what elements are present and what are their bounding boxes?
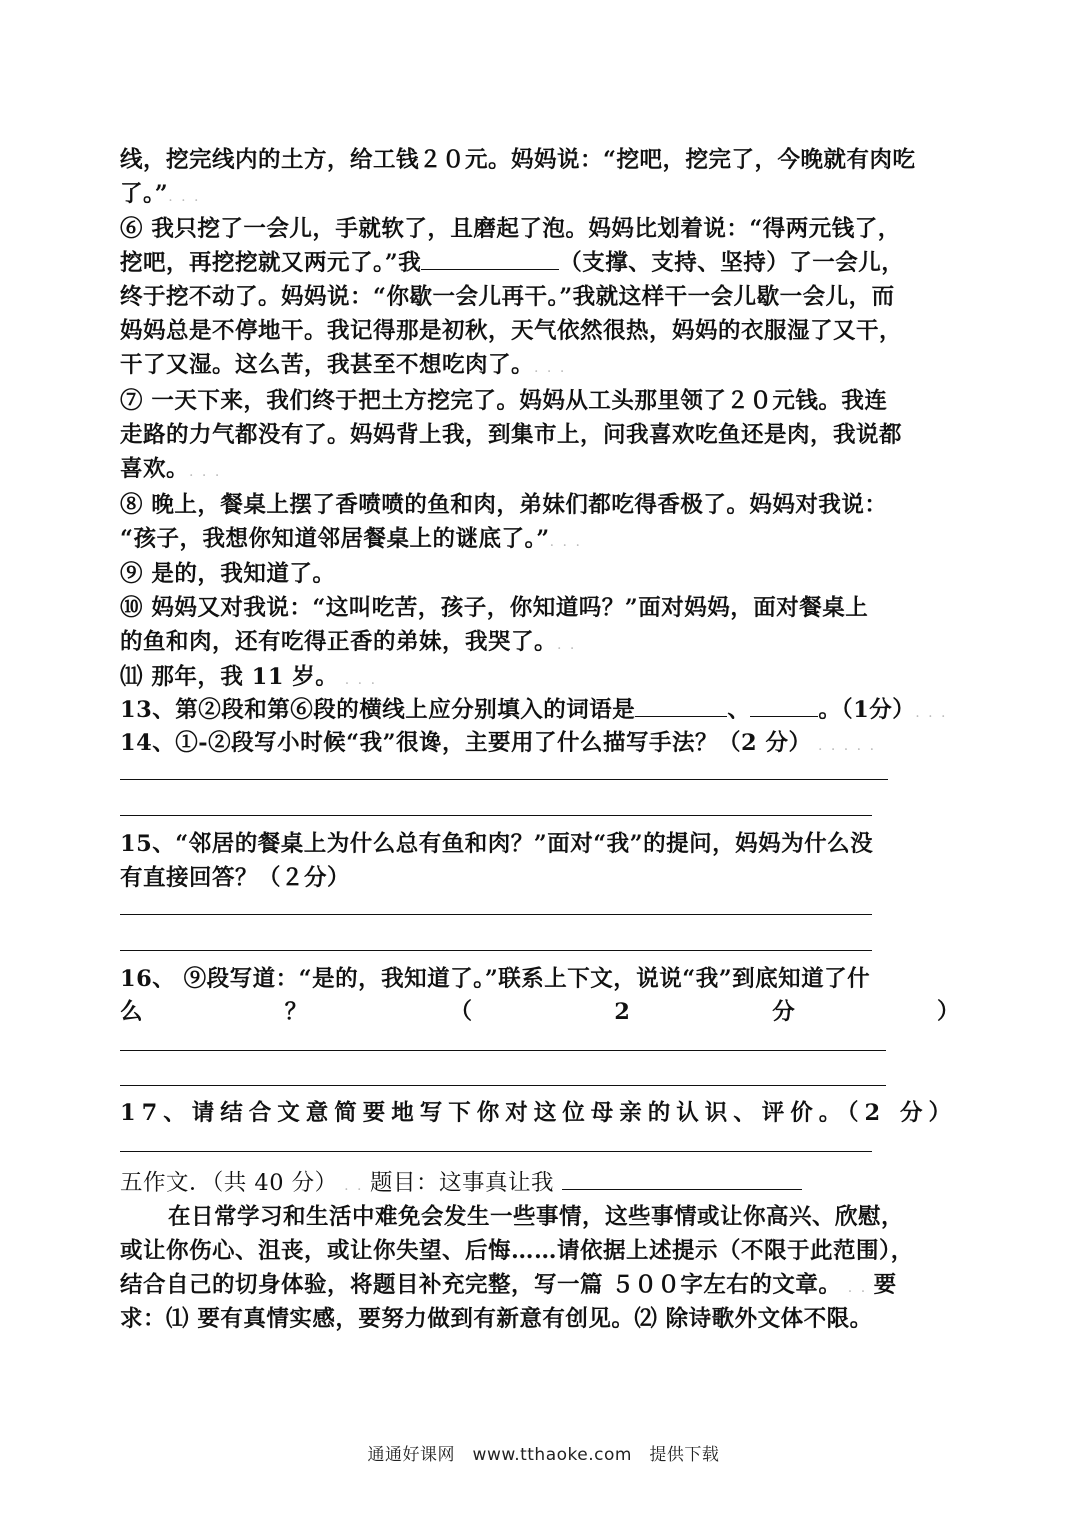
text-line [120, 995, 970, 1029]
text-line: 挖吧，再挖挖就又两元了。”我 （支撑、支持、坚持）了一会儿， [120, 246, 970, 280]
text-line: 走路的力气都没有了。妈妈背上我，到集市上，问我喜欢吃鱼还是肉，我说都 [120, 422, 903, 448]
dots: . . . [168, 189, 201, 205]
answer-line-14a[interactable] [120, 779, 888, 780]
text-line: 干了又湿。这么苦，我甚至不想吃肉了。. . . [120, 352, 567, 378]
question-13: 13、第②段和第⑥段的横线上应分别填入的词语是 、 。（1分）. . . [120, 693, 970, 730]
answer-line-15b[interactable] [120, 950, 872, 951]
fill-blank-p6[interactable] [421, 247, 559, 270]
answer-blank-13b[interactable] [750, 694, 818, 717]
title-blank[interactable] [562, 1167, 802, 1190]
answer-line-16a[interactable] [120, 1050, 886, 1051]
text-line: 喜欢。. . . [120, 456, 222, 482]
paragraph-9: ⑨ 是的，我知道了。 [120, 561, 336, 587]
paragraph-6: ⑥ 我只挖了一会儿，手就软了，且磨起了泡。妈妈比划着说：“得两元钱了， [120, 216, 901, 242]
text-line: 或让你伤心、沮丧，或让你失望、后悔……请依据上述提示（不限于此范围）， [120, 1238, 914, 1264]
text-line: 有直接回答？（２分） [120, 865, 351, 891]
composition-heading: 五作文．（共 40 分） . . 题目：这事真让我 [120, 1166, 970, 1203]
composition-body: 在日常学习和生活中难免会发生一些事情，这些事情或让你高兴、欣慰， [168, 1204, 905, 1230]
text-line: 了。”. . . [120, 181, 201, 207]
question-14: 14、①-②段写小时候“我”很谗，主要用了什么描写手法？（2 分） . . . . . [120, 730, 877, 756]
paragraph-7: ⑦ 一天下来，我们终于把土方挖完了。妈妈从工头那里领了２０元钱。我连 [120, 388, 888, 414]
question-16: 16、 ⑨段写道：“是的，我知道了。”联系上下文，说说“我”到底知道了什 [120, 966, 871, 992]
paragraph-10: ⑩ 妈妈又对我说：“这叫吃苦，孩子，你知道吗？”面对妈妈，面对餐桌上 [120, 595, 869, 621]
answer-blank-13a[interactable] [635, 694, 727, 717]
justified-line: 么 ？ （ 2 分 ） [120, 999, 960, 1025]
text-line: 线，挖完线内的土方，给工钱２０元。妈妈说：“挖吧，挖完了，今晚就有肉吃 [120, 147, 916, 173]
text-line: 结合自己的切身体验，将题目补充完整，写一篇 ５００字左右的文章。 . . 要 [120, 1272, 897, 1298]
answer-line-16b[interactable] [120, 1085, 886, 1086]
paragraph-8: ⑧ 晚上，餐桌上摆了香喷喷的鱼和肉，弟妹们都吃得香极了。妈妈对我说： [120, 492, 888, 518]
question-17: 17、请结合文意简要地写下你对这位母亲的认识、评价。（2 分） [120, 1100, 958, 1126]
text-line: 求：⑴ 要有真情实感，要努力做到有新意有创见。⑵ 除诗歌外文体不限。 [120, 1306, 873, 1332]
text-line: “孩子，我想你知道邻居餐桌上的谜底了。”. . . [120, 526, 582, 552]
question-15: 15、“邻居的餐桌上为什么总有鱼和肉？”面对“我”的提问，妈妈为什么没 [120, 831, 874, 857]
text-line: 终于挖不动了。妈妈说：“你歇一会儿再干。”我就这样干一会儿歇一会儿，而 [120, 284, 895, 310]
text-line: 的鱼和肉，还有吃得正香的弟妹，我哭了。. . [120, 629, 577, 655]
text-line: 妈妈总是不停地干。我记得那是初秋，天气依然很热，妈妈的衣服湿了又干， [120, 318, 903, 344]
answer-line-15a[interactable] [120, 914, 872, 915]
answer-line-17[interactable] [120, 1151, 872, 1152]
page-footer: 通通好课网 www.tthaoke.com 提供下载 [367, 1445, 720, 1465]
answer-line-14b[interactable] [120, 815, 872, 816]
paragraph-11: ⑾ 那年，我 11 岁。 . . . [120, 664, 378, 690]
